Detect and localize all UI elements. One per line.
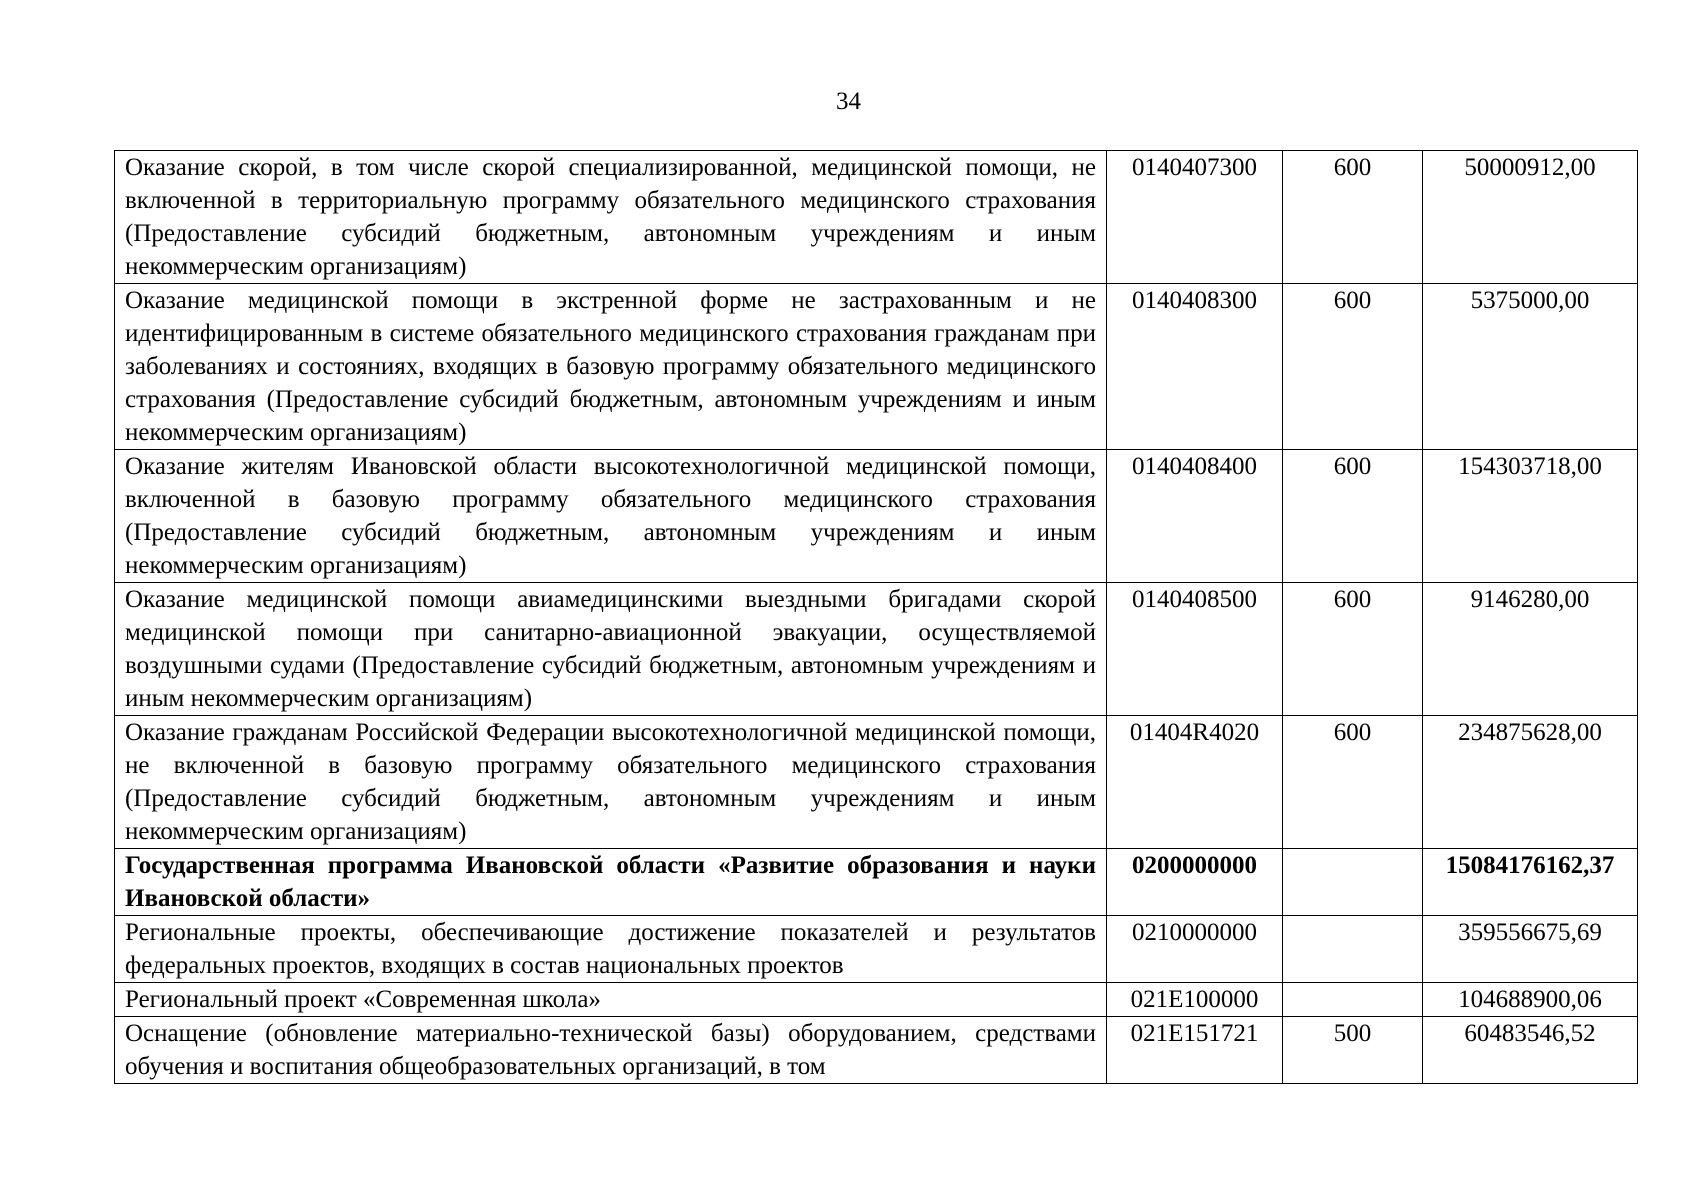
table-row: [115, 151, 1638, 284]
row-code-cell: 0140408300: [1107, 284, 1283, 450]
row-code-cell: 01404R4020: [1107, 716, 1283, 849]
row-sum-cell: 9146280,00: [1423, 583, 1638, 716]
row-sum-cell: 15084176162,37: [1423, 849, 1638, 916]
table-row: [115, 450, 1638, 583]
row-name-cell: Оказание скорой, в том числе скорой специализированной, медицинской помощи, не включенной в территориальную программу обязательного медицинского страхования (Предоставление субсидий бюджетным, автономным учреждениям и иным некоммерческим организациям): [115, 151, 1107, 284]
row-name-cell: Оказание жителям Ивановской области высокотехнологичной медицинской помощи, включенной в базовую программу обязательного медицинского страхования (Предоставление субсидий бюджетным, автономным учреждениям и иным некоммерческим организациям): [115, 450, 1107, 583]
row-code-cell: 021E151721: [1107, 1017, 1283, 1084]
row-code-cell: 0210000000: [1107, 916, 1283, 983]
row-name-cell: Оказание гражданам Российской Федерации высокотехнологичной медицинской помощи, не включенной в базовую программу обязательного медицинского страхования (Предоставление субсидий бюджетным, автономным учреждениям и иным некоммерческим организациям): [115, 716, 1107, 849]
row-name-cell: Государственная программа Ивановской области «Развитие образования и науки Ивановской области»: [115, 849, 1107, 916]
row-sum-cell: 104688900,06: [1423, 983, 1638, 1017]
row-expense-type-cell: 600: [1283, 284, 1423, 450]
row-expense-type-cell: 600: [1283, 583, 1423, 716]
row-sum-cell: 359556675,69: [1423, 916, 1638, 983]
row-expense-type-cell: 600: [1283, 450, 1423, 583]
budget-table-body: [115, 151, 1638, 1084]
row-code-cell: 021E100000: [1107, 983, 1283, 1017]
row-sum-cell: 50000912,00: [1423, 151, 1638, 284]
row-expense-type-cell: 600: [1283, 151, 1423, 284]
table-row: [115, 583, 1638, 716]
budget-table: [114, 150, 1638, 1084]
row-name-cell: Региональный проект «Современная школа»: [115, 983, 1107, 1017]
row-sum-cell: 154303718,00: [1423, 450, 1638, 583]
row-name-cell: Оказание медицинской помощи в экстренной форме не застрахованным и не идентифицированным в системе обязательного медицинского страхования гражданам при заболеваниях и состояниях, входящих в базовую программу обязательного медицинского страхования (Предоставление субсидий бюджетным, автономным учреждениям и иным некоммерческим организациям): [115, 284, 1107, 450]
row-expense-type-cell: [1283, 849, 1423, 916]
row-name-cell: Региональные проекты, обеспечивающие достижение показателей и результатов федеральных проектов, входящих в состав национальных проектов: [115, 916, 1107, 983]
row-code-cell: 0200000000: [1107, 849, 1283, 916]
table-row: [115, 916, 1638, 983]
row-code-cell: 0140407300: [1107, 151, 1283, 284]
table-row: [115, 1017, 1638, 1084]
row-sum-cell: 234875628,00: [1423, 716, 1638, 849]
row-code-cell: 0140408500: [1107, 583, 1283, 716]
row-name-cell: Оказание медицинской помощи авиамедицинскими выездными бригадами скорой медицинской помощи при санитарно-авиационной эвакуации, осуществляемой воздушными судами (Предоставление субсидий бюджетным, автономным учреждениям и иным некоммерческим организациям): [115, 583, 1107, 716]
row-expense-type-cell: 500: [1283, 1017, 1423, 1084]
row-expense-type-cell: [1283, 983, 1423, 1017]
table-row: [115, 983, 1638, 1017]
table-row: [115, 716, 1638, 849]
table-row: [115, 849, 1638, 916]
row-code-cell: 0140408400: [1107, 450, 1283, 583]
row-sum-cell: 60483546,52: [1423, 1017, 1638, 1084]
table-row: [115, 284, 1638, 450]
row-sum-cell: 5375000,00: [1423, 284, 1638, 450]
page-number: 34: [836, 88, 861, 115]
row-name-cell: Оснащение (обновление материально-технической базы) оборудованием, средствами обучения и воспитания общеобразовательных организаций, в том: [115, 1017, 1107, 1084]
row-expense-type-cell: [1283, 916, 1423, 983]
row-expense-type-cell: 600: [1283, 716, 1423, 849]
